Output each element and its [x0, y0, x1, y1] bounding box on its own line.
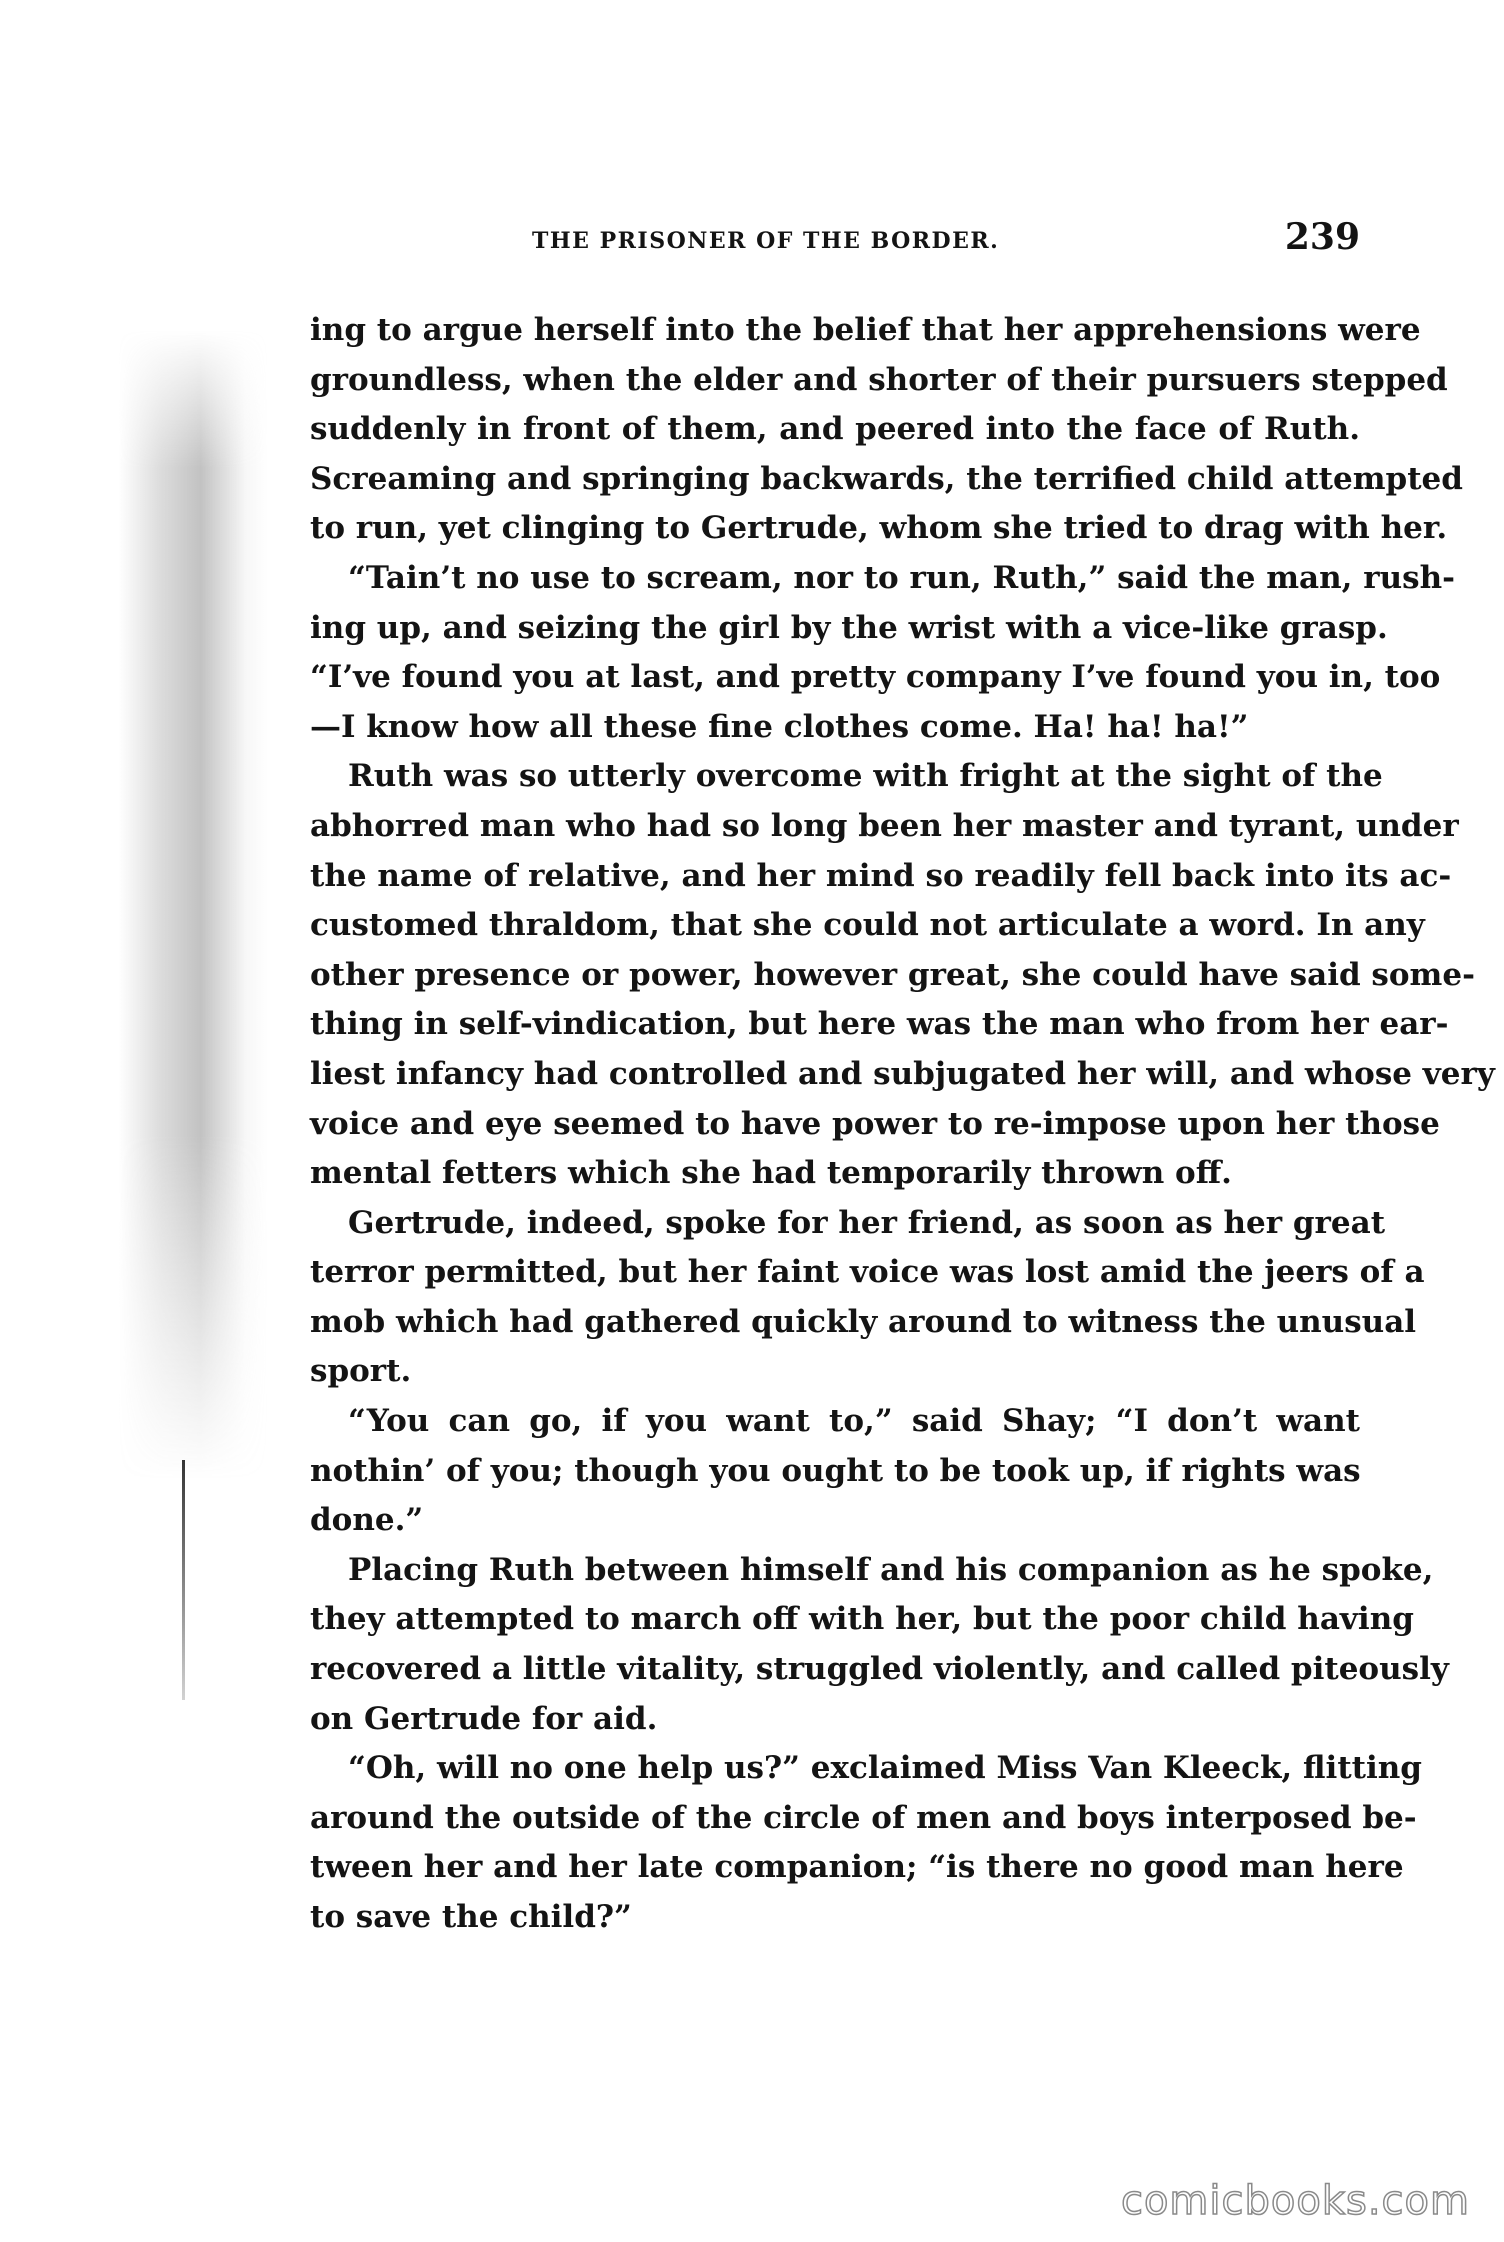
text-line: customed thraldom, that she could not articulate a word. In any: [310, 907, 1425, 944]
text-line: nothin’ of you; though you ought to be took up, if rights was: [310, 1452, 1361, 1489]
text-line: on Gertrude for aid.: [310, 1700, 658, 1737]
text-line: terror permitted, but her faint voice was lost amid the jeers of a: [310, 1254, 1425, 1291]
text-line: mental fetters which she had temporarily thrown off.: [310, 1155, 1232, 1192]
running-head: THE PRISONER OF THE BORDER.: [532, 228, 1000, 254]
text-line: mob which had gathered quickly around to witness the unusual: [310, 1303, 1417, 1340]
text-line: “Oh, will no one help us?” exclaimed Miss Van Kleeck, flitting: [348, 1750, 1422, 1787]
text-line: “Tain’t no use to scream, nor to run, Ruth,” said the man, rush-: [348, 559, 1455, 596]
text-line: done.”: [310, 1502, 424, 1539]
text-line: around the outside of the circle of men and boys interposed be-: [310, 1799, 1417, 1836]
text-line: “You can go, if you want to,” said Shay; “I don’t want: [348, 1403, 1360, 1440]
text-line: to run, yet clinging to Gertrude, whom she tried to drag with her.: [310, 510, 1448, 547]
text-line: recovered a little vitality, struggled violently, and called piteously: [310, 1651, 1449, 1688]
text-line: the name of relative, and her mind so readily fell back into its ac-: [310, 857, 1452, 894]
text-line: —I know how all these fine clothes come. Ha! ha! ha!”: [310, 708, 1249, 745]
text-line: “I’ve found you at last, and pretty company I’ve found you in, too: [310, 659, 1441, 696]
body-text: [310, 306, 1495, 1943]
text-line: groundless, when the elder and shorter of their pursuers stepped: [310, 361, 1448, 398]
text-line: ing up, and seizing the girl by the wrist with a vice-like grasp.: [310, 609, 1388, 646]
text-line: to save the child?”: [310, 1899, 632, 1935]
page-header: [310, 212, 1360, 262]
text-line: ing to argue herself into the belief that her apprehensions were: [310, 312, 1421, 348]
page-number: 239: [1284, 216, 1360, 258]
text-line: other presence or power, however great, she could have said some-: [310, 956, 1475, 993]
text-line: Gertrude, indeed, spoke for her friend, as soon as her great: [348, 1204, 1386, 1241]
text-line: Placing Ruth between himself and his companion as he spoke,: [348, 1551, 1434, 1588]
text-line: sport.: [310, 1353, 412, 1390]
gutter-scan-mark: [182, 1460, 185, 1700]
watermark: comicbooks.com: [1120, 2178, 1470, 2224]
text-line: voice and eye seemed to have power to re-impose upon her those: [310, 1105, 1440, 1142]
gutter-shadow: [118, 330, 268, 1480]
text-line: abhorred man who had so long been her master and tyrant, under: [310, 807, 1459, 844]
text-line: suddenly in front of them, and peered into the face of Ruth.: [310, 411, 1360, 448]
text-line: they attempted to march off with her, but the poor child having: [310, 1601, 1414, 1638]
text-line: Ruth was so utterly overcome with fright at the sight of the: [348, 758, 1383, 795]
text-line: thing in self-vindication, but here was the man who from her ear-: [310, 1006, 1449, 1043]
text-line: tween her and her late companion; “is there no good man here: [310, 1849, 1404, 1886]
text-line: Screaming and springing backwards, the terrified child attempted: [310, 460, 1463, 497]
text-line: liest infancy had controlled and subjugated her will, and whose very: [310, 1055, 1495, 1092]
